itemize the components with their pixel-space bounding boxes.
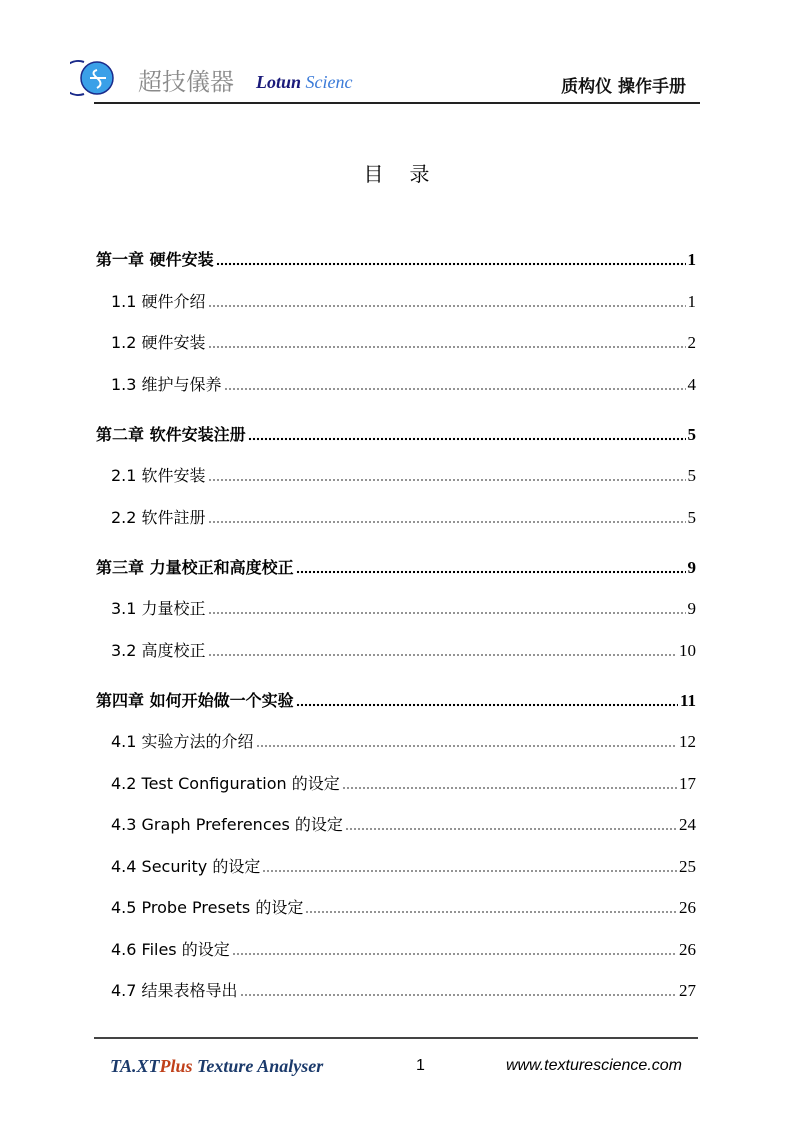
dot-leader <box>216 262 686 266</box>
dot-leader <box>305 910 677 914</box>
dot-leader <box>232 952 677 956</box>
brand-chinese-name: 超技儀器 <box>138 68 234 96</box>
manual-title: 质构仪 操作手册 <box>561 77 686 97</box>
toc-entry-label: 1.1 硬件介绍 <box>111 291 206 311</box>
toc-entry-label: 2.1 软件安装 <box>111 466 206 485</box>
toc-section-entry[interactable] <box>96 879 696 921</box>
toc-entry-page: 11 <box>679 690 696 710</box>
toc-entry-label: 3.1 力量校正 <box>111 599 206 618</box>
toc-chapter-entry[interactable] <box>96 530 696 580</box>
toc-section-entry[interactable] <box>96 754 696 796</box>
toc-entry-label: 第四章 如何开始做一个实验 <box>96 690 294 710</box>
toc-entry-page: 25 <box>679 856 696 876</box>
footer-product-name: TA.XTPlus Texture Analyser <box>110 1056 324 1076</box>
toc-chapter-entry[interactable] <box>96 397 696 447</box>
table-of-contents <box>96 222 696 1003</box>
footer-website[interactable]: www.texturescience.com <box>505 1057 682 1074</box>
toc-entry-label: 4.7 结果表格导出 <box>111 981 238 1000</box>
toc-section-entry[interactable] <box>96 713 696 755</box>
toc-section-entry[interactable] <box>96 621 696 663</box>
toc-entry-label: 3.2 高度校正 <box>111 640 206 660</box>
toc-entry-label: 1.3 维护与保养 <box>111 374 222 394</box>
toc-entry-label: 4.2 Test Configuration 的设定 <box>111 773 340 793</box>
toc-entry-page: 5 <box>687 424 696 444</box>
dot-leader <box>345 827 677 831</box>
dot-leader <box>208 520 686 524</box>
toc-section-entry[interactable] <box>96 355 696 397</box>
toc-entry-page: 9 <box>687 557 696 577</box>
toc-section-entry[interactable] <box>96 962 696 1004</box>
footer-divider <box>94 1037 698 1039</box>
toc-chapter-entry[interactable] <box>96 222 696 272</box>
company-logo-icon <box>70 58 116 98</box>
page-header <box>66 54 700 104</box>
toc-entry-page: 2 <box>687 333 696 352</box>
toc-entry-page: 1 <box>687 291 696 311</box>
dot-leader <box>240 993 677 997</box>
dot-leader <box>296 570 686 574</box>
toc-section-entry[interactable] <box>96 488 696 530</box>
toc-entry-page: 9 <box>687 599 696 618</box>
toc-entry-page: 26 <box>679 939 696 959</box>
toc-entry-label: 第三章 力量校正和高度校正 <box>96 557 294 577</box>
dot-leader <box>262 869 677 873</box>
toc-entry-label: 第一章 硬件安装 <box>96 250 214 269</box>
toc-entry-page: 10 <box>679 640 696 660</box>
dot-leader <box>208 478 686 482</box>
toc-entry-page: 17 <box>679 773 696 793</box>
toc-section-entry[interactable] <box>96 920 696 962</box>
dot-leader <box>296 703 678 707</box>
toc-entry-label: 4.4 Security 的设定 <box>111 856 261 876</box>
toc-entry-page: 26 <box>679 898 696 917</box>
dot-leader <box>224 387 686 391</box>
toc-entry-label: 1.2 硬件安装 <box>111 333 206 352</box>
toc-heading: 目录 <box>363 162 456 186</box>
dot-leader <box>342 786 677 790</box>
header-divider <box>94 102 700 104</box>
toc-section-entry[interactable] <box>96 580 696 622</box>
toc-section-entry[interactable] <box>96 796 696 838</box>
dot-leader <box>248 437 686 441</box>
toc-entry-page: 12 <box>679 732 696 751</box>
toc-entry-page: 5 <box>687 466 696 485</box>
brand-english-name: Lotun Scienc <box>256 72 353 92</box>
toc-entry-page: 5 <box>687 507 696 527</box>
toc-entry-label: 4.5 Probe Presets 的设定 <box>111 898 304 917</box>
toc-entry-label: 4.1 实验方法的介绍 <box>111 732 254 751</box>
toc-section-entry[interactable] <box>96 272 696 314</box>
dot-leader <box>208 653 677 657</box>
toc-entry-page: 1 <box>687 250 696 269</box>
toc-entry-label: 4.6 Files 的设定 <box>111 939 230 959</box>
dot-leader <box>208 304 686 308</box>
dot-leader <box>208 611 686 615</box>
toc-entry-page: 4 <box>687 374 696 394</box>
toc-section-entry[interactable] <box>96 447 696 489</box>
toc-entry-page: 27 <box>679 981 696 1000</box>
toc-entry-label: 第二章 软件安装注册 <box>96 424 246 444</box>
dot-leader <box>208 345 686 349</box>
toc-entry-label: 2.2 软件註册 <box>111 507 206 527</box>
toc-entry-label: 4.3 Graph Preferences 的设定 <box>111 815 343 834</box>
toc-section-entry[interactable] <box>96 314 696 356</box>
toc-entry-page: 24 <box>679 815 696 834</box>
dot-leader <box>256 744 677 748</box>
page-number: 1 <box>416 1057 425 1074</box>
toc-chapter-entry[interactable] <box>96 663 696 713</box>
toc-section-entry[interactable] <box>96 837 696 879</box>
